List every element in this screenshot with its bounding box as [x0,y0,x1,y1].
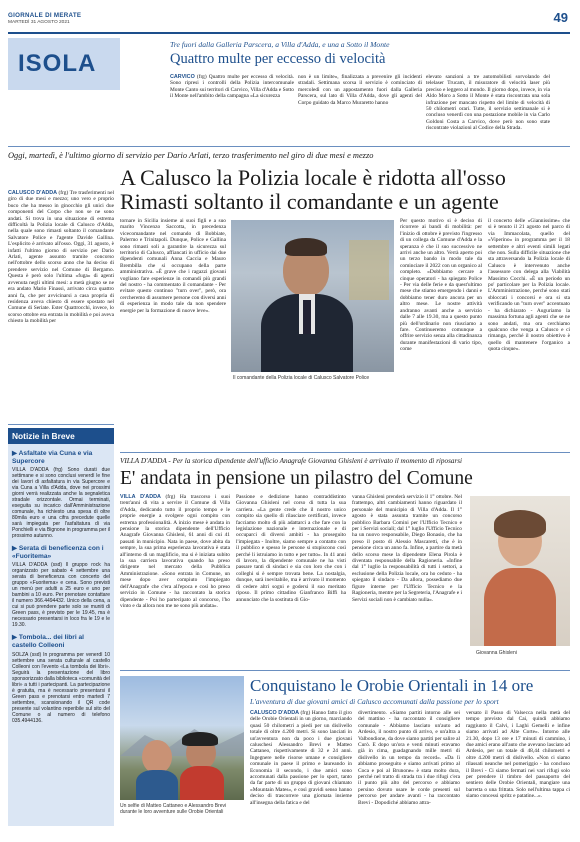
notizie-item-body: VILLA D'ADDA (ssd) Il gruppo rock ha organizzato per sabato 4 settembre una serata di beneficenza con concerto del gruppo «Fuoritema» e cena. Sono previsti un menù per adulti a 25 euro e uno per bambini a 10 euro. Per prenotare contattare il numero 366.4494432. Unico della cena, a cui si può prendere parte solo se muniti di Green pass, è previsto per le 19.45, ma è necessario presentarsi in loco fra le 19 e le 19.30. [12,562,110,629]
article4-text-1: (frg) Hanno fatto il giro delle Orobie Orientali in un giorno, marciando quasi 50 chilometri a piedi per un dislivello totale di oltre 4.200 metri. Si sono lanciati in un'avventura non da poco i due giovani caluschesi Alessandro Brevi e Matteo Cattaneo, rispettivamente di 32 e 24 anni. Ingegnere nelle risorse umane e consigliere comunale in paese il primo e laureando in Economia il secondo, i due amici sono accomunati dalla passione per lo sport, tanto da far parte di un gruppo di giovani chiamato «Mountain Mates», e così gravidi senso hanno deciso di trascorrere una giornata insieme all'insegna della fatica e del [250,710,352,806]
article3-col3: vanna Ghisleni prenderà servizio il 1° ottobre. Nel frattempo, altri cambiamenti hanno riguardato il personale del municipio di Villa d'Adda. Il 1° agosto è stata assunta tramite un concorso pubblico Barbara Comini per l'Ufficio Tecnico e per i Servizi sociali; dal 1° luglio l'Ufficio Tecnico ha un nuovo responsabile, Diego Bonasio, che ha preso il posto di Alessio Mascaretti, che è in pensione circa un anno fa. Infine, a partire da metà dello scorso mese la dipendente Elena Pirola è diventata responsabile della Ragioneria. «Infine dal 1° luglio la responsabilità di tutti i settori, a esclusione della Polizia locale, ora ho ceduto - ha spiegato il sindaco - Da allora, possediamo due figure interne per l'Ufficio Tecnico e la Ragioneria, mentre per la Segreteria, l'Anagrafe e i Servizi sociali non è cambiato nulla». [352,494,462,603]
article4-headline: Conquistano le Orobie Orientali in 14 ore [250,676,534,695]
article2-kicker: Oggi, martedì, è l'ultimo giorno di servizio per Dario Arlati, terzo trasferimento nel giro di due mesi e mezzo [8,151,374,160]
issue-date: MARTEDÌ 31 AGOSTO 2021 [8,20,70,25]
article2-col4: Per questo motivo si è deciso di ricorrere ai bandi di mobilità: per l'inizio di ottobre è previsto l'ingresso di un collega da Comune d'Adda e la speranza è che il suo successivo ne arrivi anche un altro. Verrà aperto poi un terzo bando in modo tale da cominciare il 2022 con un organico al completo. «Dobbiamo cercare a cinque operatori - ha spiegato Police - Per via delle ferie e da quest'ultimo mese che stiamo emergendo i danni e dobbiamo tener duro ancora per un altro mese. Le nostre attività andranno avanti anche a servizio dalle 7 alle 19.30, ma a questo punto più dell'ordinario non riusciamo a fare. Continueremo comunque a offrire servizio senza alla cittadinanza durante manifestazioni di vario tipo, come [400,218,482,353]
commander-photo [231,220,394,372]
masthead-rule [8,32,570,34]
notizie-item [12,545,110,628]
notizie-title: Notizie in Breve [8,428,114,444]
article4-dateline: CALUSCO D'ADDA [250,710,300,716]
selfie-photo [120,676,244,800]
selfie-photo-caption: Un selfie di Matteo Cattaneo e Alessandro Brevi durante le loro avventure sulle Orobie Orientali [120,803,227,815]
article1-headline: Quattro multe per eccesso di velocità [170,51,386,67]
masthead [8,10,570,32]
article2-col2: tornare in Sicilia insieme ai suoi figli e a suo marito Vincenzo Saccotta, in precedenza vicecomandante nel comando di Bobbiate, Palermo e Trinitapoli. Dunque, Police e Gallina sono rimasti soli a garantire la sicurezza sul territorio di Calusco, affiancati in ufficio dai due dipendenti comunali Anna Caccia e Mauro Brembilla che si occupano della parte amministrativa. «È grave che i ragazzi giovani vogliano fare esperienze in comandi più grandi del nostro - ha commentato il comandante - Per evitare questo continuo "turn over", però, ora cercheremo di assumere persone con diversi anni di esperienza in modo tale da non spendere energie per la formazione di nuove leve». [120,218,226,314]
notizie-item-title: ▶ Serata di beneficenza con i «Fuoritema» [12,545,104,560]
article4-subhead: L'avventura di due giovani amici di Calusco accomunati dalla passione per lo sport [250,697,499,706]
article3-kicker: VILLA D'ADDA - Per la storica dipendente dell'ufficio Anagrafe Giovanna Ghisleni è arrivato il momento di riposarsi [120,457,463,465]
article4-col1 [250,710,352,830]
article3-col1 [120,494,230,666]
article2-col1 [8,190,114,420]
article4-col3: versato il Passo di Valsecca nella metà del tempo previsto dal Cai, quindi abbiamo raggiunto il Calvi, i Laghi Gemelli e infine siamo arrivati ad Alte Corte». Intorno alle 21.30, dopo 13 ore e 17 minuti di cammino, i due amici erano all'auto che avevano lasciato ad Ardesio, per un totale di 48,44 chilometri e oltre 4.200 metri di dislivello. «Non ci siamo rilassati neanche nel pomeriggio - ha concluso il Brevi - Ci siamo fermati nei vari rifugi solo per prendere il timbro del passaporto del sentiero delle Orobie Orientali, mangiare una barretta o una frittata. Solo nell'ultima tappa ci siamo concessi spritz e patatine...». [466,710,570,800]
article3-col2: Passione e dedizione hanno contraddistinto Giovanna Ghisleni nel corso di tutta la sua carriera. «La gente crede che il nostro unico compito sia quello di rilasciare certificati, invece facciamo molto di più adattarci a che fare con la legislazione nazionale e internazionale e di occuparci di diversi ambiti - ha proseguito l'impiegata - Inoltre, siamo sempre a contatto con il pubblico e spesso le persone si stupiscono così perché li istruiamo in tutto e per tutto». In 41 anni di lavoro, la dipendente comunale ne ha visti passare tanti di sindaci e sia con loro che con i colleghi si è sempre trovata bene. La nostalgia, dunque, sarà inevitabile, ma è arrivato il momento di cedere altri sogni e godersi il suo meritato riposo. Il primo cittadino Gianfranco Biffi ha annunciato che la sostituta di Gio- [236,494,346,603]
section-label-box [8,38,120,90]
rule-article3-top [120,452,570,453]
article2-dateline: CALUSCO D'ADDA [8,190,58,196]
article2-text-1: (frg) Tre trasferimenti nel giro di due mesi e mezzo; uno vero e proprio buco che ha messo in ginocchio gli unici due componenti del Corpo che non se ne sono andati. Si trova in una situazione di estrema difficoltà la Polizia locale di Calusco d'Adda, nella quale sono rimasti soltanto il comandante Salvatore Police e l'agente Davide Gallina. L'esplicito è arrivato all'osso. Oggi, 31 agosto, è infatti l'ultimo giorno di servizio per Dario Arlati, agente assunto tramite concorso nell'ottobre dello scorso anno che ha deciso di prendere servizio nel Comune di Bergamo. Questa è però solo l'ultima «fuga» di agenti avvenuta negli ultimi mesi: a metà giugno se ne era andato Mario Finassi, arrivato circa quattro anni fa, che per avvicinarsi a casa propria di residenza aveva chiesto di essere spostato nel Comune di Seriate. Ester Quattrocchi, invece, lo scorso ottobre era entrata in mobilità e poi aveva chiesto la mobilità per [8,190,114,325]
article1-text-1: (frg) Quattro multe per eccesso di velocità. Sono ripresi i controlli della Polizia intercomunale Monte Canto sui territori di Carvico, Villa d'Adda e Sotto il Monte nell'ambito della campagna «La sicurezza [170,74,294,100]
article1-col2: non è un limite», finalizzata a prevenire gli incidenti stradali. Settimana scorsa il servizio è cominciato di mercoledì con un appostamento fuori dalla Galleria Parscera, sul lato di Villa d'Adda, dove gli agenti del Corpo guidato da Marco Muraretto hanno [298,74,422,106]
article2-col5: il concerto delle «Giannissime» che si è tenuto il 21 agosto nel parco di via Immacolata, quello del «Viperino» in programma per il 18 settembre e altri eventi simili legati che non. Sulla difficile situazione che sta attraversando la Polizia locale di Calusco è intervenuto anche l'assessore con delega alla Viabilità Massimo Cocchi. «È un periodo un po' particolare per la Polizia locale. L'Amministrazione, perché sono stati sbloccati i concorsi e ora si sta verificando un "turn over" accentuato - ha dichiarato - Auguriamo la massima fortuna agli agenti che se ne sono andati, ma ora cerchiamo qualcuno che venga a Calusco e ci rimanga, perché il nostro obiettivo è quello di mantenere l'organico a quota cinque». [488,218,570,353]
notizie-item [12,634,110,723]
article3-headline: E' andata in pensione un pilastro del Comune [120,468,473,489]
article1-kicker: Tre fuori dalla Galleria Parscera, a Villa d'Adda, e una a Sotto il Monte [170,40,390,49]
article3-dateline: VILLA D'ADDA [120,494,161,500]
article1-col3: elevato sanzioni a tre automobilisti sorvolando del telelaser Trucam, il misuratore di velocità laser più preciso e leggero al mondo. Il giorno dopo, invece, in via Aldo Moro a Sotto il Monte è stata riscontrata una sola infrazione per mancato rispetto del limite di velocità di 50 chilometri orari. Tutte, il servizio settimanale si è concluso venerdì con una postazione mobile in via Carlo Goldoni Costa a Carvico, dove però non sono state riscontrate violazioni al Codice della Strada. [426,74,550,132]
article1-col1 [170,74,294,132]
article2-headline-1: A Calusco la Polizia locale è ridotta all'osso [120,165,506,190]
notizie-item-title: ▶ Tombola... dei libri al castello Colleoni [12,634,84,649]
section-label: ISOLA [18,50,97,77]
article1-dateline: CARVICO [170,74,195,80]
rule-article4-top [120,670,570,671]
ghisleni-photo-caption: Giovanna Ghisleni [476,650,517,656]
commander-photo-caption: Il comandante della Polizia locale di Calusco Salvatore Police [233,375,370,381]
paper-name: GIORNALE DI MERATE [8,12,82,19]
ghisleni-photo [470,496,570,646]
rule-notizie-top [8,424,114,425]
article4-col2: divertimento. «Siamo partiti intorno alle sei del mattino - ha raccontato il consigliere comunale - Abbiamo lasciato un'auto ad Ardesio, il nostro punto di arrivo, e un'altra a Valbondione, da dove siamo partiti per salire al Curò. E dopo un'ora e venti minuti eravamo già in cima, guadagnando mille metri di dislivello in un tempo da record». «Da lì abbiamo proseguito e siamo arrivati primo al Coca e poi al Brunone» è stata molto dura, perché nel tratto di strada tra i due rifugi c'era il punto più alto del percorso e abbiamo persino dovuto usare le corde presenti sul percorso per andare avanti - ha raccontato Brevi - Dopodiché abbiamo attra- [358,710,460,806]
notizie-item-body: VILLA D'ADDA (frg) Sono durati due settimane e si sono conclusi venerdì le fine dei lavori di asfaltatura in via Supercore e via Cuna a Villa d'Adda, dove nei prossimi giorni verrà realizzata anche la segnaletica stradale orizzontale. Ormai terminati, eseguita su incarico dall'Amministrazione comunale, ha richiesto una spesa di oltre 80mila euro e una cifra precedute quelle sarà impiegata per l'asfaltatura di via Ponchielli e via Bignone in programma per il prossimo autunno. [12,467,110,540]
notizie-item-title: ▶ Asfaltate via Cuna e via Supercore [12,450,93,465]
notizie-item [12,450,110,539]
notizie-box [8,428,114,826]
article2-headline-2: Rimasti soltanto il comandante e un agente [120,189,499,214]
rule-article2-top [8,146,570,147]
article3-text-1: (frg) Ha trascorso i suoi trent'anni di vita a servire il Comune di Villa d'Adda, dedicando tutto il proprio tempo e le proprie energie a svolgere ogni compito con estrema professionalità. A inizio mese è andata in pensione la storica dipendente dell'Ufficio Anagrafe Giovanna Ghisleni, 61 anni di cui 41 passati in municipio. Nata in paese, dove abita da sempre, la sua prima esperienza lavorativa è stata all'interno di un maglificio, ma si è iniziata subito la sua carriera lavorativa quando ha preso dirigente nel mercato della Pubblica Amministrazione. «Sono entrata in Comune, un mese dopo aver compiuto l'impiegato dell'Anagrafe che c'era all'epoca e così ho preso servizio in Comune - ha raccontato la storica dipendente - Poi ho partecipato al concorso, l'ho vinto e da allora non me ne sono più andata». [120,494,230,609]
page-number: 49 [553,10,568,25]
notizie-item-body: SOLZA (ssd) In programma per venerdì 10 settembre una serata culturale al castello Colleoni con l'evento «La tombola dei libri». Seguirà la presentazione del libro sponsorizzato dalla biblioteca «comunità del libri» a tutti i partecipanti. La partecipazione è gratuita, ma è necessario presentarsi il Green pass e prenotarsi entro martedì 7 settembre, scansionando il QR code presente sul volantino reperibile sul sito del Comune o al numero di telefono 035.4944136. [12,651,110,724]
